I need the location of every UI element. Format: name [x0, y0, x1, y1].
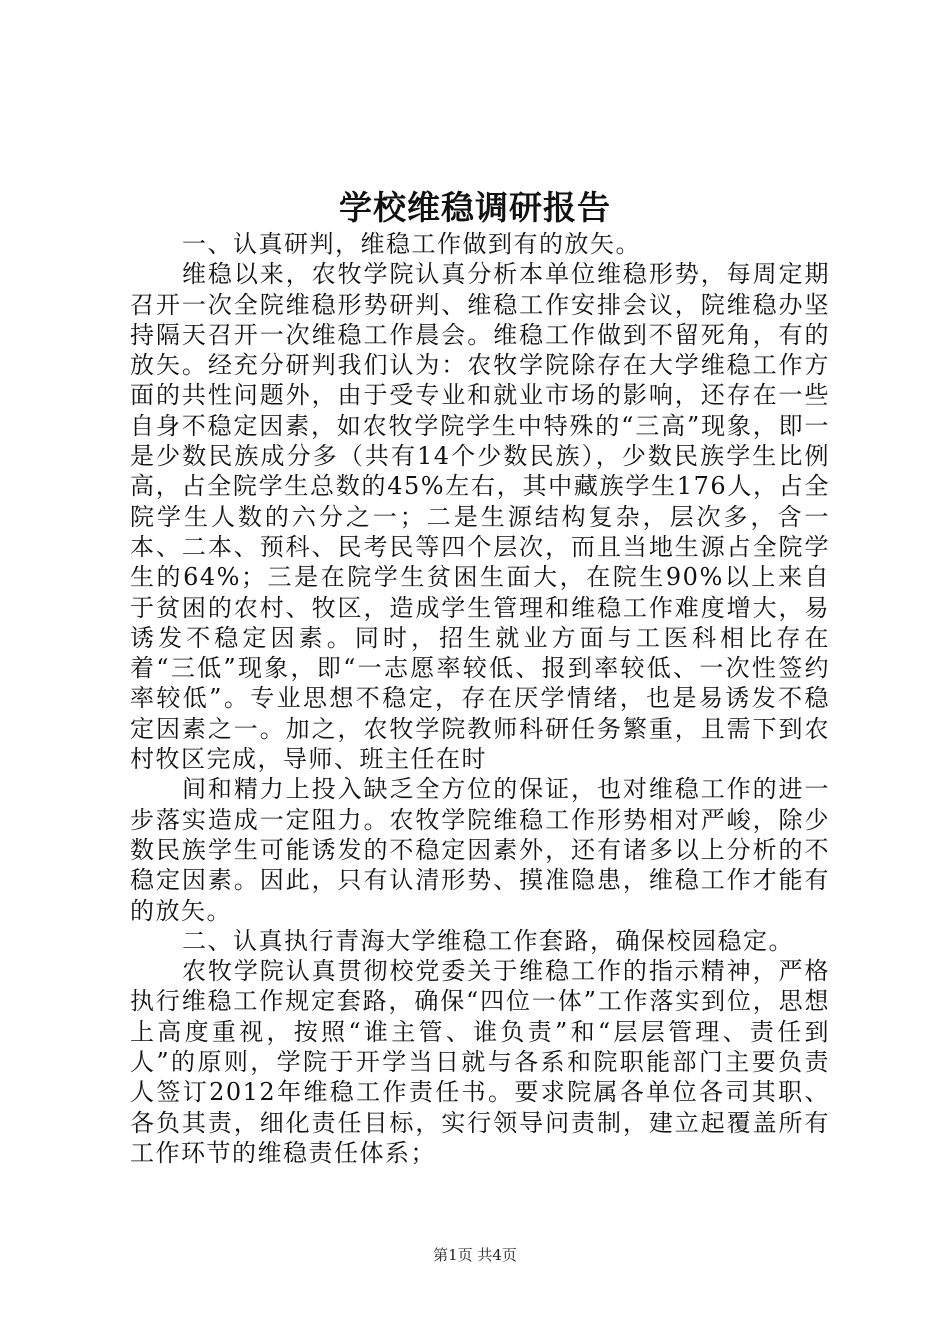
section-heading-1: 一、认真研判，维稳工作做到有的放矢。	[182, 230, 641, 258]
paragraph-3: 农牧学院认真贯彻校党委关于维稳工作的指示精神，严格执行维稳工作规定套路，确保“四位一体”工作落实到位，思想上高度重视，按照“谁主管、谁负责”和“层层管理、责任到人”的原则，学院于开学当日就与各系和院职能部门主要负责人签订2012年维稳工作责任书。要求院属各单位各司其职、各负其责，细化责任目标，实行领导问责制，建立起覆盖所有工作环节的维稳责任体系；	[130, 957, 830, 1167]
paragraph-1: 维稳以来，农牧学院认真分析本单位维稳形势，每周定期召开一次全院维稳形势研判、维稳工作安排会议，院维稳办坚持隔天召开一次维稳工作晨会。维稳工作做到不留死角，有的放矢。经充分研判我们认为：农牧学院除存在大学维稳工作方面的共性问题外，由于受专业和就业市场的影响，还存在一些自身不稳定因素，如农牧学院学生中特殊的“三高”现象，即一是少数民族成分多（共有14个少数民族），少数民族学生比例高，占全院学生总数的45%左右，其中藏族学生176人，占全院学生人数的六分之一；二是生源结构复杂，层次多，含一本、二本、预科、民考民等四个层次，而且当地生源占全院学生的64%；三是在院学生贫困生面大，在院生90%以上来自于贫困的农村、牧区，造成学生管理和维稳工作难度增大，易诱发不稳定因素。同时，招生就业方面与工医科相比存在着“三低”现象，即“一志愿率较低、报到率较低、一次性签约率较低”。专业思想不稳定，存在厌学情绪，也是易诱发不稳定因素之一。加之，农牧学院教师科研任务繁重，且需下到农村牧区完成，导师、班主任在时	[130, 260, 830, 774]
document-title: 学校维稳调研报告	[339, 188, 611, 227]
document-body	[130, 229, 830, 1168]
paragraph-2: 间和精力上投入缺乏全方位的保证，也对维稳工作的进一步落实造成一定阻力。农牧学院维稳工作形势相对严峻，除少数民族学生可能诱发的不稳定因素外，还有诸多以上分析的不稳定因素。因此，只有认清形势、摸准隐患，维稳工作才能有的放矢。	[130, 775, 830, 925]
page-number-footer: 第1页 共4页	[433, 1246, 517, 1264]
section-heading-2: 二、认真执行青海大学维稳工作套路，确保校园稳定。	[182, 926, 794, 955]
